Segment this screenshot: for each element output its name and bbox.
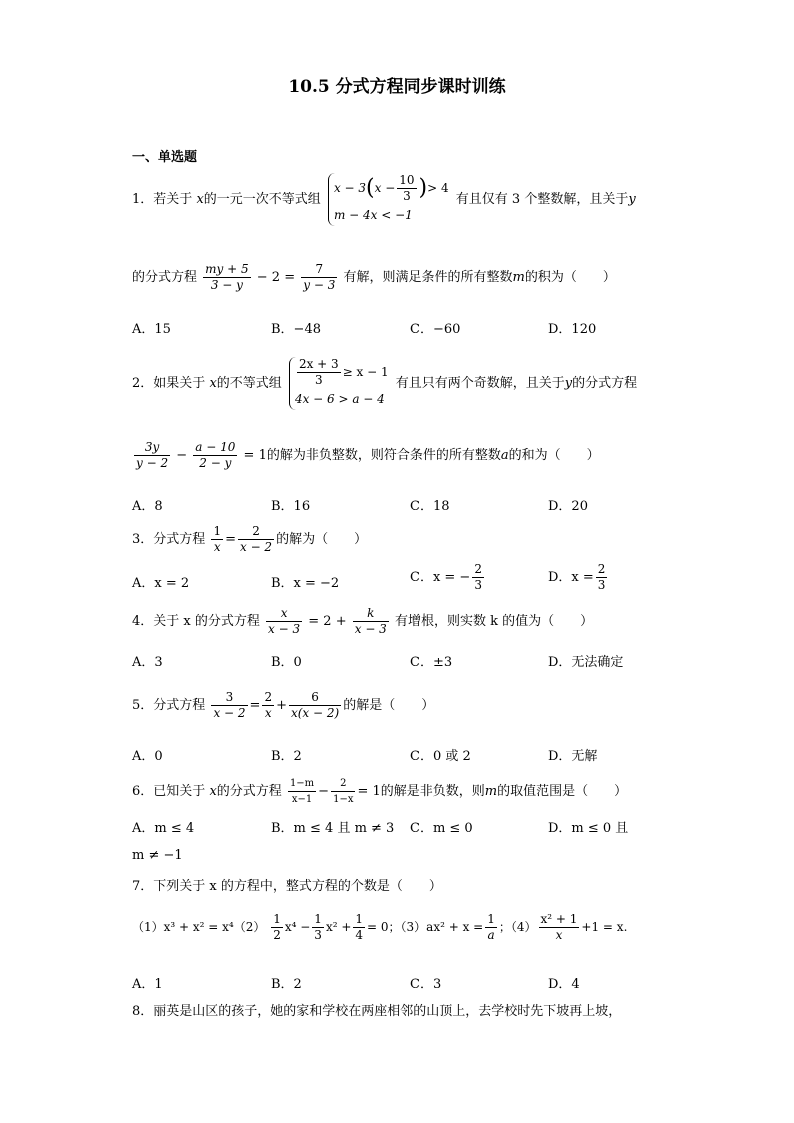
q3-option-c[interactable]: C．x = − $\frac{2}{3}$ bbox=[410, 562, 482, 592]
q6-option-b[interactable]: B．m ≤ 4 且 m ≠ 3 bbox=[271, 821, 395, 836]
question-4-line: 4．关于 x 的分式方程 $\frac{x}{x - 3}$ = 2 + $\frac{k}{x - 3}$ 有增根，则实数 k 的值为（ ） bbox=[132, 606, 594, 636]
q2-option-b[interactable]: B．16 bbox=[271, 499, 311, 514]
q1-option-b[interactable]: B．−48 bbox=[271, 322, 321, 337]
q3-option-a[interactable]: A．x = 2 bbox=[132, 576, 190, 591]
section-heading: 一、单选题 bbox=[132, 150, 198, 165]
question-7-equations: （1）x³ + x² = x⁴（2） $\frac{1}{2}$ x⁴ − $\frac{1}{3}$ x² + $\frac{1}{4}$ = 0；（3）ax² + x = $\frac{1}{a}$ ；（4） $\frac{\text{x² + 1}}{x}$ +1 = x. bbox=[132, 912, 628, 942]
q4-option-a[interactable]: A．3 bbox=[132, 655, 163, 670]
q6-option-c[interactable]: C．m ≤ 0 bbox=[410, 821, 473, 836]
inequality-system: $\frac{2x + 3}{3}$ ≥ x − 1 4x − 6 > a − 4 bbox=[289, 357, 389, 410]
q4-option-c[interactable]: C．±3 bbox=[410, 655, 453, 670]
question-5-line: 5．分式方程 $\frac{3}{x - 2}$ = $\frac{2}{x}$ + $\frac{6}{x(x - 2)}$ 的解是（ ） bbox=[132, 690, 435, 720]
document-title: 10.5 分式方程同步课时训练 bbox=[288, 77, 506, 97]
q4-option-d[interactable]: D．无法确定 bbox=[548, 655, 624, 670]
q6-option-a[interactable]: A．m ≤ 4 bbox=[132, 821, 195, 836]
q6-option-d[interactable]: D．m ≤ 0 且 bbox=[548, 821, 629, 836]
q1-option-a[interactable]: A．15 bbox=[132, 322, 171, 337]
question-6-line: 6．已知关于 x的分式方程 $\frac{1-m}{x-1}$ − $\frac{2}{1-x}$ = 1的解是非负数，则m的取值范围是（ ） bbox=[132, 778, 628, 805]
q2-option-a[interactable]: A．8 bbox=[132, 499, 163, 514]
q6-option-d-continued: m ≠ −1 bbox=[132, 848, 183, 863]
q1-option-c[interactable]: C．−60 bbox=[410, 322, 461, 337]
question-1-line-1: 1．若关于 x的一元一次不等式组 x − 3(x − $\frac{10}{3}$ )> 4 m − 4x < −1 有且仅有 3 个整数解，且关于y bbox=[132, 173, 636, 226]
inequality-system: x − 3(x − $\frac{10}{3}$ )> 4 m − 4x < −1 bbox=[328, 173, 449, 226]
q5-option-a[interactable]: A．0 bbox=[132, 749, 163, 764]
q3-option-d[interactable]: D．x = $\frac{2}{3}$ bbox=[548, 562, 606, 592]
question-2-line-2: $\frac{3y}{y - 2}$ − $\frac{a - 10}{2 - y}$ = 1的解为非负整数，则符合条件的所有整数a的和为（ ） bbox=[136, 440, 600, 470]
q7-option-c[interactable]: C．3 bbox=[410, 977, 442, 992]
question-1-line-2: 的分式方程 $\frac{my + 5}{3 - y}$ − 2 = $\frac{7}{y - 3}$ 有解，则满足条件的所有整数m的积为（ ） bbox=[132, 262, 616, 292]
q1-option-d[interactable]: D．120 bbox=[548, 322, 597, 337]
q2-option-c[interactable]: C．18 bbox=[410, 499, 450, 514]
q7-option-a[interactable]: A．1 bbox=[132, 977, 163, 992]
q3-option-b[interactable]: B．x = −2 bbox=[271, 576, 340, 591]
q5-option-d[interactable]: D．无解 bbox=[548, 749, 598, 764]
q4-option-b[interactable]: B．0 bbox=[271, 655, 302, 670]
question-2-line-1: 2．如果关于 x的不等式组 $\frac{2x + 3}{3}$ ≥ x − 1 4x − 6 > a − 4 有且只有两个奇数解，且关于y的分式方程 bbox=[132, 357, 637, 410]
q7-option-d[interactable]: D．4 bbox=[548, 977, 580, 992]
question-8-line: 8．丽英是山区的孩子，她的家和学校在两座相邻的山顶上，去学校时先下坡再上坡， bbox=[132, 1004, 622, 1019]
question-3-line: 3．分式方程 $\frac{1}{x}$ = $\frac{2}{x - 2}$ 的解为（ ） bbox=[132, 524, 368, 554]
q2-option-d[interactable]: D．20 bbox=[548, 499, 588, 514]
q5-option-c[interactable]: C．0 或 2 bbox=[410, 749, 471, 764]
q5-option-b[interactable]: B．2 bbox=[271, 749, 302, 764]
q7-option-b[interactable]: B．2 bbox=[271, 977, 302, 992]
question-7-line: 7．下列关于 x 的方程中，整式方程的个数是（ ） bbox=[132, 879, 442, 894]
